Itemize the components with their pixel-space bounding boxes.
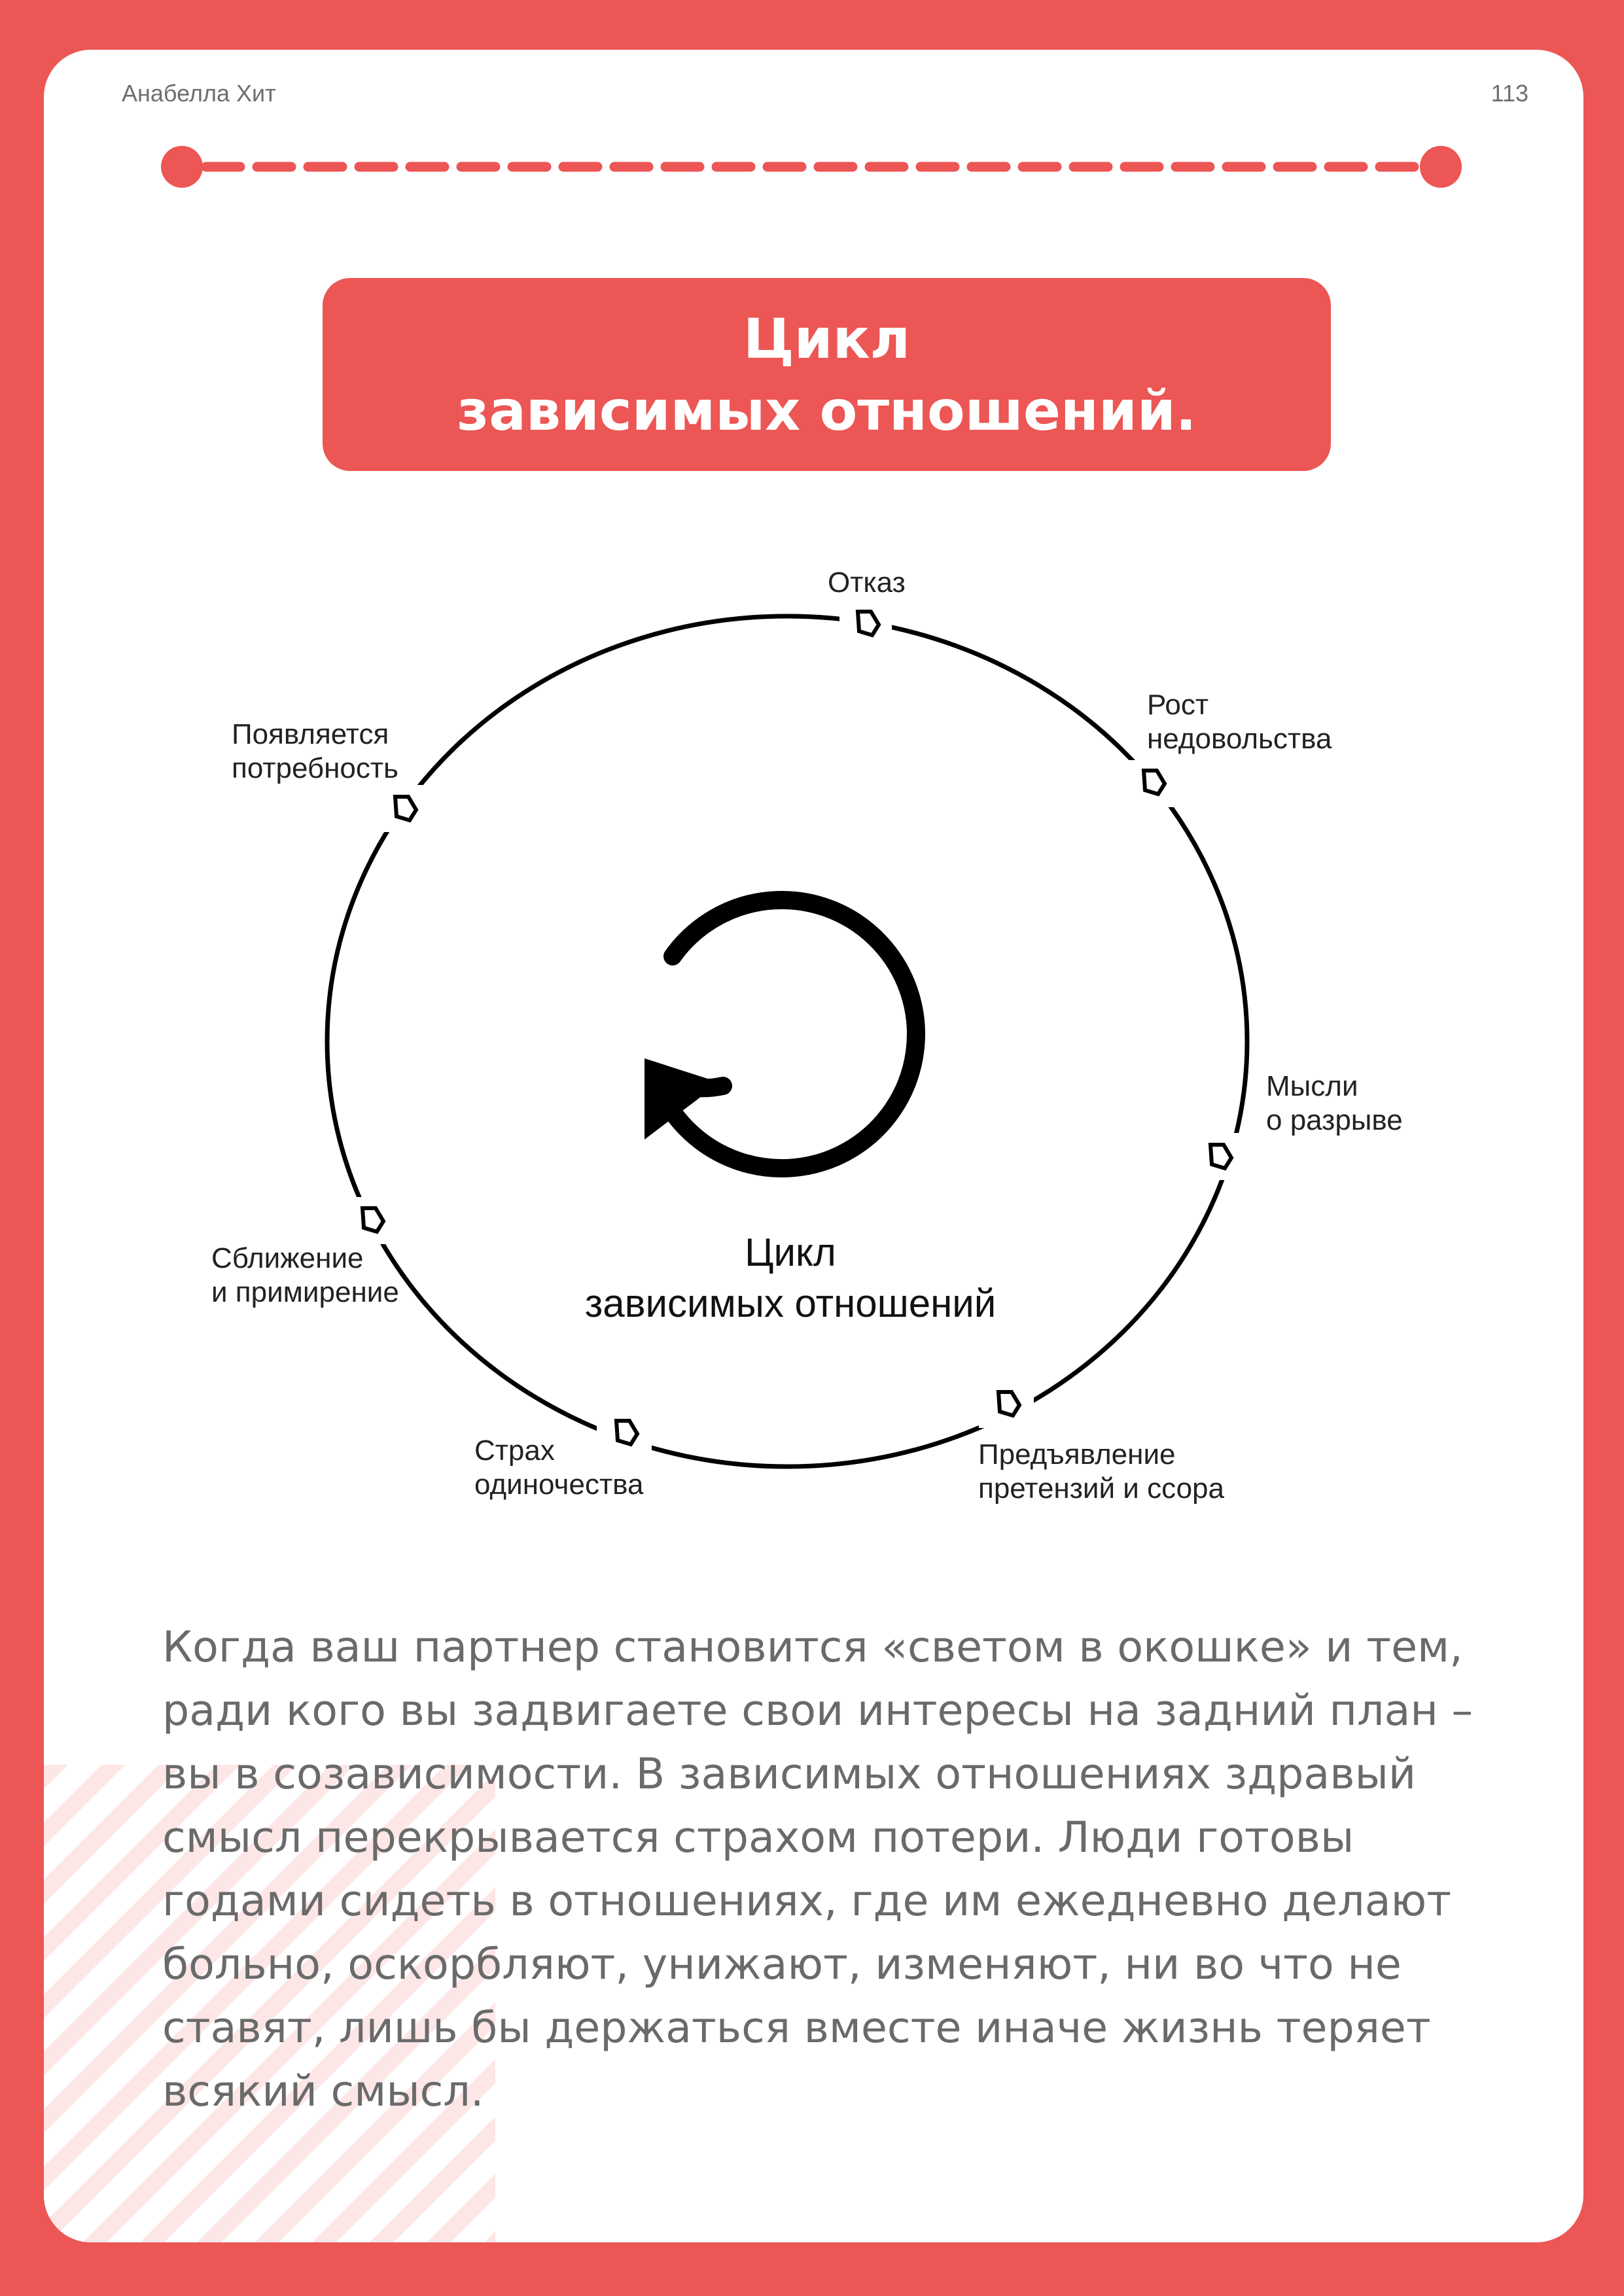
stage-label-breakup-thoughts-2: о разрыве — [1266, 1104, 1403, 1136]
stage-labels — [211, 566, 1403, 1505]
marker-gaps — [345, 603, 1244, 1456]
stage-label-breakup-thoughts-1: Мысли — [1266, 1070, 1358, 1102]
stage-label-reconciliation-1: Сближение — [211, 1242, 364, 1274]
center-label-line-1: Цикл — [745, 1230, 836, 1274]
title-line-1: Цикл — [743, 306, 911, 371]
page-number: 113 — [1491, 80, 1528, 107]
stage-label-dissatisfaction-1: Рост — [1147, 689, 1209, 721]
stage-label-refusal: Отказ — [828, 566, 906, 599]
center-label-line-2: зависимых отношений — [584, 1281, 997, 1325]
stage-label-loneliness-1: Страх — [474, 1435, 555, 1467]
title-line-2: зависимых отношений. — [457, 378, 1197, 443]
cycle-ring — [327, 616, 1247, 1467]
stage-label-claims-1: Предъявление — [978, 1438, 1176, 1470]
body-paragraph: Когда ваш партнер становится «светом в окошке» и тем, ради кого вы задвигаете свои интересы на задний план – вы в созависимости. В зависимых отношениях здравый смысл перекрывается страхом потери. Люди готовы годами сидеть в отношениях, где им ежедневно делают больно, оскорбляют, унижают, изменяют, ни во что не ставят, лишь бы держаться вместе иначе жизнь теряет всякий смысл. — [162, 1623, 1474, 2116]
stage-label-loneliness-2: одиночества — [474, 1469, 644, 1501]
stage-label-reconciliation-2: и примирение — [211, 1276, 399, 1308]
stage-label-need-1: Появляется — [232, 718, 389, 750]
stage-label-dissatisfaction-2: недовольства — [1147, 723, 1332, 755]
stage-label-claims-2: претензий и ссора — [978, 1472, 1224, 1505]
cycle-arrow-icon — [644, 900, 916, 1168]
stage-label-need-2: потребность — [232, 752, 398, 784]
author-name: Анабелла Хит — [122, 80, 276, 107]
